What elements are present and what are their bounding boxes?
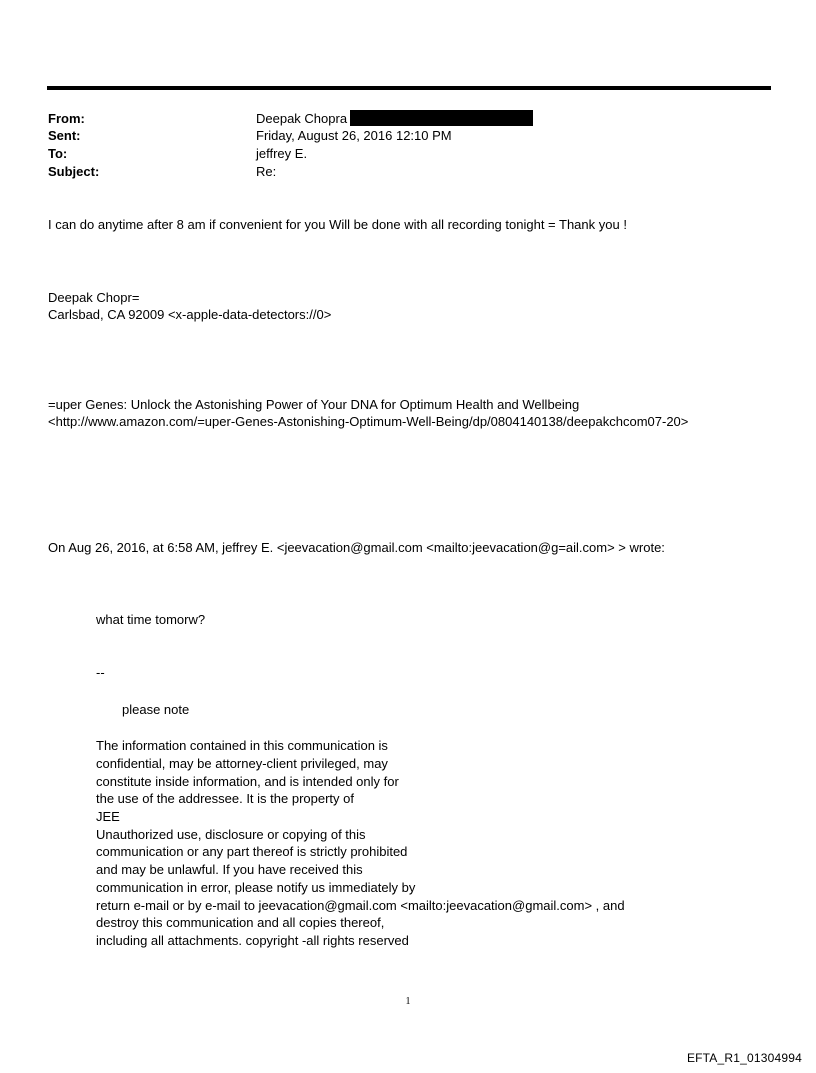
- signature-separator: --: [96, 665, 105, 680]
- book-link[interactable]: <http://www.amazon.com/=uper-Genes-Astonishing-Optimum-Well-Being/dp/0804140138/deepakchcom07-20>: [48, 414, 689, 429]
- signature-address: Carlsbad, CA 92009 <x-apple-data-detectors://0>: [48, 307, 332, 322]
- please-note: please note: [122, 702, 190, 717]
- header-rule: [47, 86, 771, 90]
- disclaimer-line: the use of the addressee. It is the property of: [96, 791, 354, 806]
- book-title: =uper Genes: Unlock the Astonishing Power of Your DNA for Optimum Health and Wellbeing: [48, 397, 580, 412]
- sender-name: Deepak Chopra: [256, 111, 348, 126]
- bates-stamp: EFTA_R1_01304994: [686, 1051, 802, 1065]
- disclaimer-line: destroy this communication and all copies thereof,: [96, 915, 385, 930]
- from-value: [256, 110, 533, 127]
- signature-name: Deepak Chopr=: [48, 290, 140, 305]
- disclaimer-line: Unauthorized use, disclosure or copying of this: [96, 827, 366, 842]
- subject-label: Subject:: [48, 164, 100, 179]
- disclaimer-line: constitute inside information, and is intended only for: [96, 774, 399, 789]
- sent-value: Friday, August 26, 2016 12:10 PM: [256, 128, 452, 143]
- to-value: jeffrey E.: [256, 146, 308, 161]
- to-label: To:: [48, 146, 68, 161]
- disclaimer-line: JEE: [96, 809, 120, 824]
- disclaimer-line: communication in error, please notify us immediately by: [96, 880, 416, 895]
- quoted-question: what time tomorw?: [96, 612, 206, 627]
- disclaimer-line: return e-mail or by e-mail to jeevacation@gmail.com <mailto:jeevacation@gmail.com> , and: [96, 898, 625, 913]
- page-number: 1: [405, 996, 411, 1007]
- disclaimer-line: communication or any part thereof is strictly prohibited: [96, 844, 408, 859]
- disclaimer-line: confidential, may be attorney-client privileged, may: [96, 756, 388, 771]
- disclaimer-line: and may be unlawful. If you have received this: [96, 862, 363, 877]
- subject-value: Re:: [256, 164, 277, 179]
- from-label: From:: [48, 111, 85, 126]
- quote-header: On Aug 26, 2016, at 6:58 AM, jeffrey E. <jeevacation@gmail.com <mailto:jeevacation@g=ail.com> > wrote:: [48, 540, 665, 555]
- disclaimer-line: The information contained in this communication is: [96, 738, 388, 753]
- message-body-line: I can do anytime after 8 am if convenient for you Will be done with all recording tonight = Thank you !: [48, 217, 627, 232]
- redaction-bar: [350, 110, 533, 126]
- sent-label: Sent:: [48, 128, 81, 143]
- disclaimer-line: including all attachments. copyright -all rights reserved: [96, 933, 409, 948]
